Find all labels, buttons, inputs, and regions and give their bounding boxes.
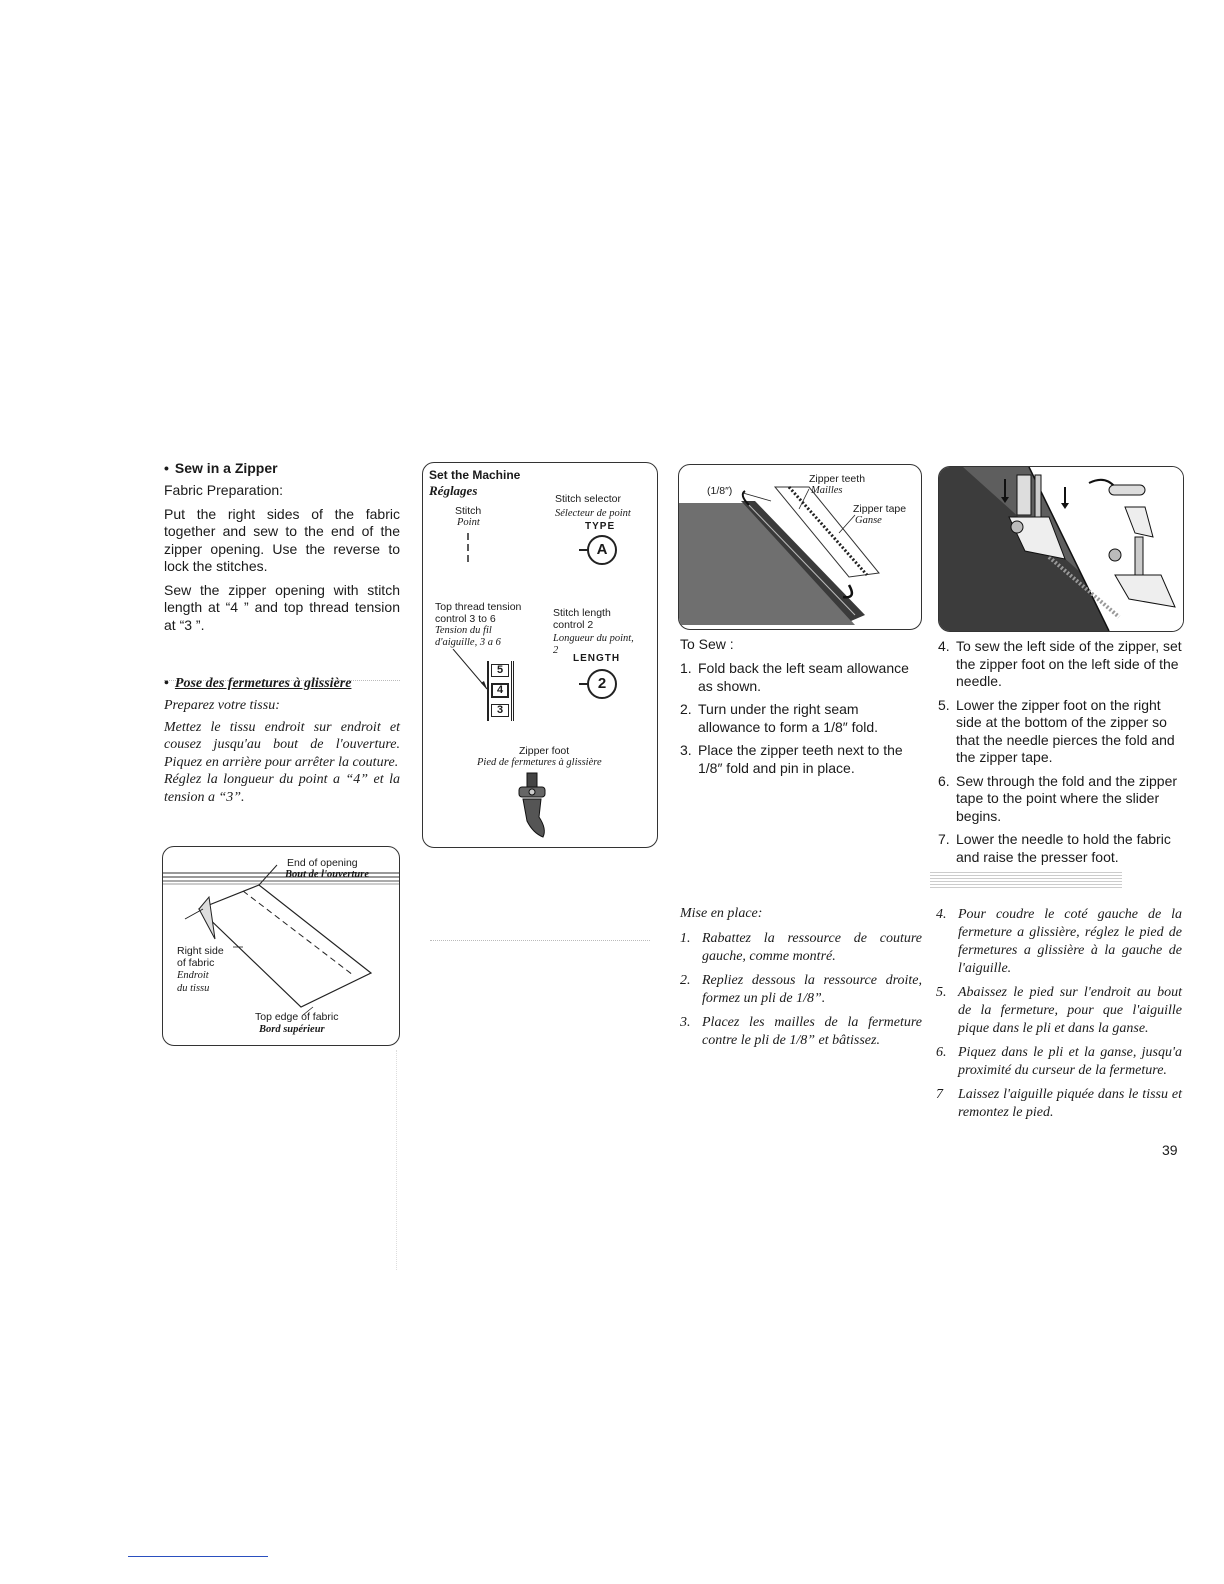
step-fr-5 [936, 984, 1182, 1038]
left-column [164, 460, 400, 640]
para2-fr: Réglez la longueur du point a “4” et la tension a “3”. [164, 772, 400, 805]
step-fr-3 [680, 1014, 922, 1050]
selector-en: Stitch selector [555, 493, 621, 505]
step-text: Repliez dessous la ressource droite, formez un pli de 1/8”. [702, 973, 922, 1006]
steps-right-en-list [938, 638, 1182, 866]
length-en-1: Stitch length [553, 607, 611, 619]
step-text: Piquez dans le pli et la ganse, jusqu'a proximité du curseur de la fermeture. [958, 1045, 1182, 1078]
page-number: 39 [1162, 1142, 1178, 1158]
tension-en-1: Top thread tension [435, 601, 522, 613]
fabric-prep-en: Fabric Preparation: [164, 482, 284, 498]
straight-stitch-icon [463, 533, 473, 563]
right-side-en-1: Right side [177, 945, 224, 957]
para1-en: Put the right sides of the fabric together and sew to the end of the zipper opening. Use the reverse to lock the stitches. [164, 505, 400, 574]
heading-en [164, 460, 400, 476]
step-text: To sew the left side of the zipper, set the zipper foot on the left side of the needle. [956, 638, 1182, 689]
step-text: Rabattez la ressource de couture gauche, comme montré. [702, 931, 922, 964]
step-num: 2. [680, 973, 691, 988]
machine-title-fr: Réglages [429, 483, 478, 498]
machine-settings-box [422, 462, 658, 848]
middle-steps-en [680, 636, 924, 783]
end-label-en: End of opening [287, 857, 358, 869]
step-en-5 [938, 697, 1182, 767]
tension-fr-2: d'aiguille, 3 a 6 [435, 637, 501, 648]
step-en-2 [680, 701, 924, 736]
heading-fr [164, 676, 400, 692]
tension-fr-1: Tension du fil [435, 625, 492, 636]
fabric-figure [162, 846, 400, 1046]
heading-fr-text: Pose des fermetures à glissière [174, 676, 352, 691]
step-fr-1 [680, 930, 922, 966]
step-text: Placez les mailles de la fermeture contre le pli de 1/8” et bâtissez. [702, 1015, 922, 1048]
step-num: 3. [680, 1015, 691, 1030]
length-fr-1: Longueur du point, [553, 633, 634, 644]
step-text: Fold back the left seam allowance as shown. [698, 660, 909, 694]
step-text: Turn under the right seam allowance to form a 1/8″ fold. [698, 701, 879, 735]
tape-fr: Ganse [855, 515, 882, 526]
step-num: 1. [680, 660, 692, 676]
right-side-en-2: of fabric [177, 957, 215, 969]
step-num: 7 [936, 1087, 943, 1102]
tension-dial [487, 661, 514, 721]
teeth-en: Zipper teeth [809, 473, 866, 485]
heading-en-text: Sew in a Zipper [174, 460, 278, 476]
selector-fr: Sélecteur de point [555, 508, 631, 519]
mise-label: Mise en place: [680, 906, 763, 921]
length-dial: 2 [587, 669, 617, 699]
step-text: Sew through the fold and the zipper tape to the point where the slider begins. [956, 772, 1178, 824]
step-fr-2 [680, 972, 922, 1008]
teeth-fr: Mailles [811, 485, 843, 496]
step-text: Pour coudre le coté gauche de la fermeture a glissière, réglez le pied de fermetures a glissière à la gauche de l'aiguille. [958, 907, 1182, 976]
steps-right-fr-list [936, 906, 1182, 1122]
step-num: 2. [680, 701, 692, 717]
tension-num-5: 5 [491, 664, 509, 677]
length-fr-2: 2 [553, 645, 559, 656]
left-column-fr [164, 676, 400, 806]
top-edge-en: Top edge of fabric [255, 1011, 339, 1023]
step-num: 1. [680, 931, 691, 946]
bullet-fr: • [164, 676, 169, 691]
step-num: 4. [936, 907, 947, 922]
stitch-fr: Point [457, 517, 480, 528]
presser-foot-figure [938, 466, 1184, 632]
right-steps-fr [936, 906, 1182, 1128]
tension-num-3: 3 [491, 704, 509, 717]
prep-fr: Preparez votre tissu: [164, 698, 280, 713]
length-en-2: control 2 [553, 619, 594, 631]
to-sew-label: To Sew : [680, 636, 734, 652]
para2-en: Sew the zipper opening with stitch length at “4 ” and top thread tension at “3 ”. [164, 581, 400, 633]
hatch-divider [930, 872, 1122, 890]
step-num: 5. [938, 696, 950, 713]
eighth-inch-label: (1/8″) [707, 485, 733, 497]
zipper-foot-icon [505, 771, 561, 841]
step-num: 6. [938, 772, 950, 789]
type-dial: A [587, 535, 617, 565]
step-num: 7. [938, 831, 950, 847]
end-label-fr: Bout de l'ouverture [285, 869, 370, 880]
foot-en: Zipper foot [519, 745, 570, 757]
step-en-3 [680, 742, 924, 777]
step-text: Abaissez le pied sur l'endroit au bout de la fermeture, pour que l'aiguille pique dans le pli et dans la ganse. [958, 985, 1182, 1036]
presser-foot-drawing [939, 467, 1183, 631]
top-edge-fr: Bord supérieur [259, 1024, 325, 1035]
tension-pointer-icon [451, 649, 491, 719]
length-label: LENGTH [573, 653, 621, 664]
machine-title-en: Set the Machine [429, 468, 521, 482]
step-en-4 [938, 638, 1182, 691]
step-en-1 [680, 660, 924, 695]
para1-fr: Mettez le tissu endroit sur endroit et cousez jusqu'au bout de l'ouverture. Piquez en arrière pour arrêter la couture. [164, 719, 400, 770]
scan-vertical-line [396, 1050, 397, 1270]
step-fr-6 [936, 1044, 1182, 1080]
step-en-6 [938, 773, 1182, 826]
step-text: Lower the needle to hold the fabric and raise the presser foot. [956, 831, 1171, 865]
step-fr-7 [936, 1086, 1182, 1122]
scan-dotline [430, 940, 650, 941]
zipper-teeth-figure [678, 464, 922, 630]
type-label: TYPE [585, 521, 616, 532]
step-num: 5. [936, 985, 947, 1000]
right-side-fr-1: Endroit [177, 970, 209, 981]
stitch-en: Stitch [455, 505, 482, 517]
steps-fr-list [680, 930, 922, 1050]
step-text: Lower the zipper foot on the right side at the bottom of the zipper so that the needle pierces the fold and the zipper tape. [956, 696, 1175, 765]
step-text: Place the zipper teeth next to the 1/8″ fold and pin in place. [698, 742, 903, 776]
step-en-7 [938, 831, 1182, 866]
step-num: 3. [680, 742, 692, 758]
tension-num-4: 4 [491, 683, 509, 698]
steps-en-list [680, 660, 924, 777]
tension-en-2: control 3 to 6 [435, 613, 496, 625]
step-fr-4 [936, 906, 1182, 978]
bullet: • [164, 460, 169, 476]
step-text: Laissez l'aiguille piquée dans le tissu et remontez le pied. [958, 1087, 1182, 1120]
middle-steps-fr [680, 906, 922, 1056]
tape-en: Zipper tape [853, 503, 907, 515]
right-steps-en [938, 638, 1182, 872]
right-side-fr-2: du tissu [177, 983, 210, 994]
step-num: 6. [936, 1045, 947, 1060]
step-num: 4. [938, 638, 950, 654]
foot-fr: Pied de fermetures à glissière [477, 757, 602, 768]
footer-link-line [128, 1556, 268, 1557]
